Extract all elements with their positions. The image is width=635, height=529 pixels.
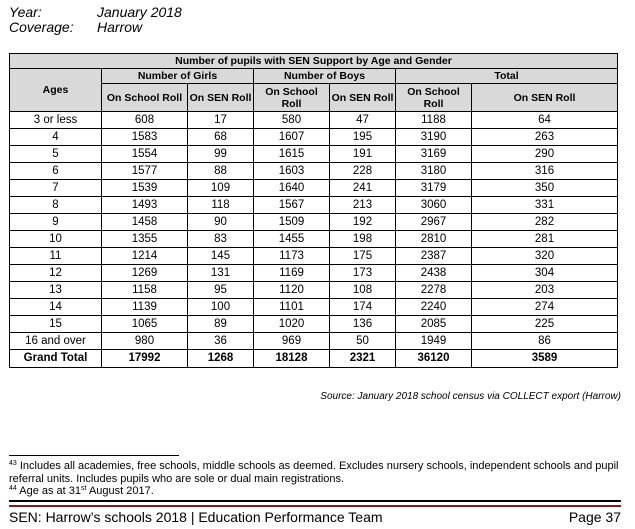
coverage-value: Harrow xyxy=(97,19,143,35)
girls-school-roll-cell: 1065 xyxy=(102,316,188,333)
footnote-44 xyxy=(9,485,621,498)
girls-sen-roll-cell: 89 xyxy=(188,316,254,333)
girls-sen-roll-cell: 36 xyxy=(188,333,254,350)
table-row xyxy=(10,214,618,231)
total-sen-roll-cell: 316 xyxy=(472,163,618,180)
footnote-number: 43 xyxy=(9,460,17,467)
table-row xyxy=(10,129,618,146)
total-sen-roll-cell: 331 xyxy=(472,197,618,214)
total-school-roll-cell: 3169 xyxy=(396,146,472,163)
total-sen-roll-cell: 281 xyxy=(472,231,618,248)
total-sen-roll-cell: 86 xyxy=(472,333,618,350)
meta-year xyxy=(9,4,182,20)
total-school-roll-cell: 1188 xyxy=(396,112,472,129)
ordinal-suffix: st xyxy=(81,485,87,492)
total-school-roll-cell: 3180 xyxy=(396,163,472,180)
table-row xyxy=(10,112,618,129)
footnote-number: 44 xyxy=(9,485,17,492)
total-sen-roll-cell: 350 xyxy=(472,180,618,197)
boys-sen-roll-cell: 175 xyxy=(330,248,396,265)
age-cell: 7 xyxy=(10,180,102,197)
girls-sen-roll-cell: 88 xyxy=(188,163,254,180)
boys-school-roll-cell: 580 xyxy=(254,112,330,129)
girls-sen-roll-cell: 90 xyxy=(188,214,254,231)
boys-sen-roll-cell: 192 xyxy=(330,214,396,231)
total-school-roll-cell: 2438 xyxy=(396,265,472,282)
girls-sen-roll-cell: 17 xyxy=(188,112,254,129)
boys-sen-roll-cell: 198 xyxy=(330,231,396,248)
girls-school-roll-cell: 608 xyxy=(102,112,188,129)
boys-school-roll-cell: 1567 xyxy=(254,197,330,214)
total-sen-roll-cell: 290 xyxy=(472,146,618,163)
boys-school-roll-cell: 969 xyxy=(254,333,330,350)
boys-sen-roll-cell: 2321 xyxy=(330,350,396,368)
girls-school-roll-cell: 1214 xyxy=(102,248,188,265)
total-school-roll-cell: 3190 xyxy=(396,129,472,146)
girls-school-roll-cell: 1269 xyxy=(102,265,188,282)
table-row xyxy=(10,146,618,163)
total-header: Total xyxy=(396,69,618,84)
age-cell: 4 xyxy=(10,129,102,146)
boys-school-roll-cell: 1455 xyxy=(254,231,330,248)
girls-school-roll-cell: 1158 xyxy=(102,282,188,299)
age-cell: 3 or less xyxy=(10,112,102,129)
table-row xyxy=(10,231,618,248)
table-title: Number of pupils with SEN Support by Age and Gender xyxy=(10,54,618,69)
footnote-divider xyxy=(9,455,179,456)
meta-coverage xyxy=(9,19,142,35)
girls-school-roll-cell: 17992 xyxy=(102,350,188,368)
total-sen-roll-cell: 225 xyxy=(472,316,618,333)
girls-school-roll-cell: 1458 xyxy=(102,214,188,231)
total-school-roll-cell: 1949 xyxy=(396,333,472,350)
boys-sen-roll-cell: 241 xyxy=(330,180,396,197)
boys-school-roll-cell: 1607 xyxy=(254,129,330,146)
footnote-text-end: August 2017. xyxy=(88,485,154,497)
girls-school-roll-cell: 1583 xyxy=(102,129,188,146)
age-cell: 13 xyxy=(10,282,102,299)
age-cell: 11 xyxy=(10,248,102,265)
girls-sen-roll-cell: 99 xyxy=(188,146,254,163)
girls-sen-roll-cell: 131 xyxy=(188,265,254,282)
girls-school-roll-cell: 1577 xyxy=(102,163,188,180)
age-cell: 5 xyxy=(10,146,102,163)
age-cell: 8 xyxy=(10,197,102,214)
total-school-roll-cell: 2810 xyxy=(396,231,472,248)
age-cell: 6 xyxy=(10,163,102,180)
sen-support-table xyxy=(9,53,618,368)
boys-header: Number of Boys xyxy=(254,69,396,84)
footnotes xyxy=(9,460,621,498)
boys-school-roll-cell: 18128 xyxy=(254,350,330,368)
girls-sen-roll-cell: 1268 xyxy=(188,350,254,368)
boys-sen-roll-cell: 136 xyxy=(330,316,396,333)
total-school-roll-header: On School Roll xyxy=(396,84,472,112)
grand-total-row xyxy=(10,350,618,368)
boys-sen-roll-cell: 108 xyxy=(330,282,396,299)
girls-school-roll-header: On School Roll xyxy=(102,84,188,112)
boys-sen-roll-cell: 174 xyxy=(330,299,396,316)
boys-school-roll-cell: 1509 xyxy=(254,214,330,231)
girls-sen-roll-header: On SEN Roll xyxy=(188,84,254,112)
total-sen-roll-cell: 274 xyxy=(472,299,618,316)
table-row xyxy=(10,282,618,299)
boys-sen-roll-cell: 213 xyxy=(330,197,396,214)
total-school-roll-cell: 2387 xyxy=(396,248,472,265)
table-row xyxy=(10,197,618,214)
age-cell: 9 xyxy=(10,214,102,231)
girls-school-roll-cell: 1539 xyxy=(102,180,188,197)
age-cell: 10 xyxy=(10,231,102,248)
ages-header: Ages xyxy=(10,69,102,112)
boys-sen-roll-cell: 195 xyxy=(330,129,396,146)
boys-school-roll-cell: 1120 xyxy=(254,282,330,299)
girls-sen-roll-cell: 95 xyxy=(188,282,254,299)
boys-sen-roll-header: On SEN Roll xyxy=(330,84,396,112)
boys-school-roll-cell: 1615 xyxy=(254,146,330,163)
girls-header: Number of Girls xyxy=(102,69,254,84)
footer-rule-black xyxy=(9,500,621,502)
table-row xyxy=(10,180,618,197)
girls-school-roll-cell: 1493 xyxy=(102,197,188,214)
total-school-roll-cell: 2240 xyxy=(396,299,472,316)
total-school-roll-cell: 3179 xyxy=(396,180,472,197)
boys-school-roll-cell: 1169 xyxy=(254,265,330,282)
total-sen-roll-cell: 320 xyxy=(472,248,618,265)
total-sen-roll-cell: 304 xyxy=(472,265,618,282)
boys-sen-roll-cell: 228 xyxy=(330,163,396,180)
year-label: Year: xyxy=(9,4,42,20)
girls-sen-roll-cell: 109 xyxy=(188,180,254,197)
girls-school-roll-cell: 980 xyxy=(102,333,188,350)
footnote-43 xyxy=(9,460,621,485)
total-sen-roll-cell: 3589 xyxy=(472,350,618,368)
boys-sen-roll-cell: 173 xyxy=(330,265,396,282)
total-school-roll-cell: 3060 xyxy=(396,197,472,214)
table-row xyxy=(10,163,618,180)
boys-sen-roll-cell: 50 xyxy=(330,333,396,350)
table-row xyxy=(10,316,618,333)
total-school-roll-cell: 36120 xyxy=(396,350,472,368)
boys-school-roll-cell: 1640 xyxy=(254,180,330,197)
boys-school-roll-header: On School Roll xyxy=(254,84,330,112)
footnote-text: Includes all academies, free schools, middle schools as deemed. Excludes nursery schools, independent schools and pupil referral units. Includes pupils who are sole or dual main registrations. xyxy=(9,460,619,485)
boys-sen-roll-cell: 47 xyxy=(330,112,396,129)
total-sen-roll-cell: 64 xyxy=(472,112,618,129)
age-cell: 12 xyxy=(10,265,102,282)
table-row xyxy=(10,333,618,350)
age-cell: 14 xyxy=(10,299,102,316)
total-sen-roll-cell: 203 xyxy=(472,282,618,299)
boys-school-roll-cell: 1603 xyxy=(254,163,330,180)
total-school-roll-cell: 2085 xyxy=(396,316,472,333)
boys-sen-roll-cell: 191 xyxy=(330,146,396,163)
footer-title: SEN: Harrow’s schools 2018 | Education Performance Team xyxy=(9,509,383,525)
footer-rule-red xyxy=(9,505,621,507)
girls-sen-roll-cell: 68 xyxy=(188,129,254,146)
girls-sen-roll-cell: 118 xyxy=(188,197,254,214)
age-cell: 16 and over xyxy=(10,333,102,350)
girls-sen-roll-cell: 83 xyxy=(188,231,254,248)
age-cell: 15 xyxy=(10,316,102,333)
year-value: January 2018 xyxy=(97,4,182,20)
girls-school-roll-cell: 1554 xyxy=(102,146,188,163)
source-note: Source: January 2018 school census via COLLECT export (Harrow) xyxy=(320,391,621,402)
total-school-roll-cell: 2278 xyxy=(396,282,472,299)
total-school-roll-cell: 2967 xyxy=(396,214,472,231)
girls-school-roll-cell: 1139 xyxy=(102,299,188,316)
boys-school-roll-cell: 1173 xyxy=(254,248,330,265)
page-number: Page 37 xyxy=(568,509,621,525)
boys-school-roll-cell: 1020 xyxy=(254,316,330,333)
girls-sen-roll-cell: 100 xyxy=(188,299,254,316)
table-row xyxy=(10,299,618,316)
coverage-label: Coverage: xyxy=(9,19,74,35)
boys-school-roll-cell: 1101 xyxy=(254,299,330,316)
table-row xyxy=(10,248,618,265)
total-sen-roll-cell: 282 xyxy=(472,214,618,231)
footnote-text: Age as at 31 xyxy=(19,485,82,497)
girls-school-roll-cell: 1355 xyxy=(102,231,188,248)
total-sen-roll-header: On SEN Roll xyxy=(472,84,618,112)
table-row xyxy=(10,265,618,282)
girls-sen-roll-cell: 145 xyxy=(188,248,254,265)
age-cell: Grand Total xyxy=(10,350,102,368)
table-body xyxy=(10,112,618,368)
total-sen-roll-cell: 263 xyxy=(472,129,618,146)
